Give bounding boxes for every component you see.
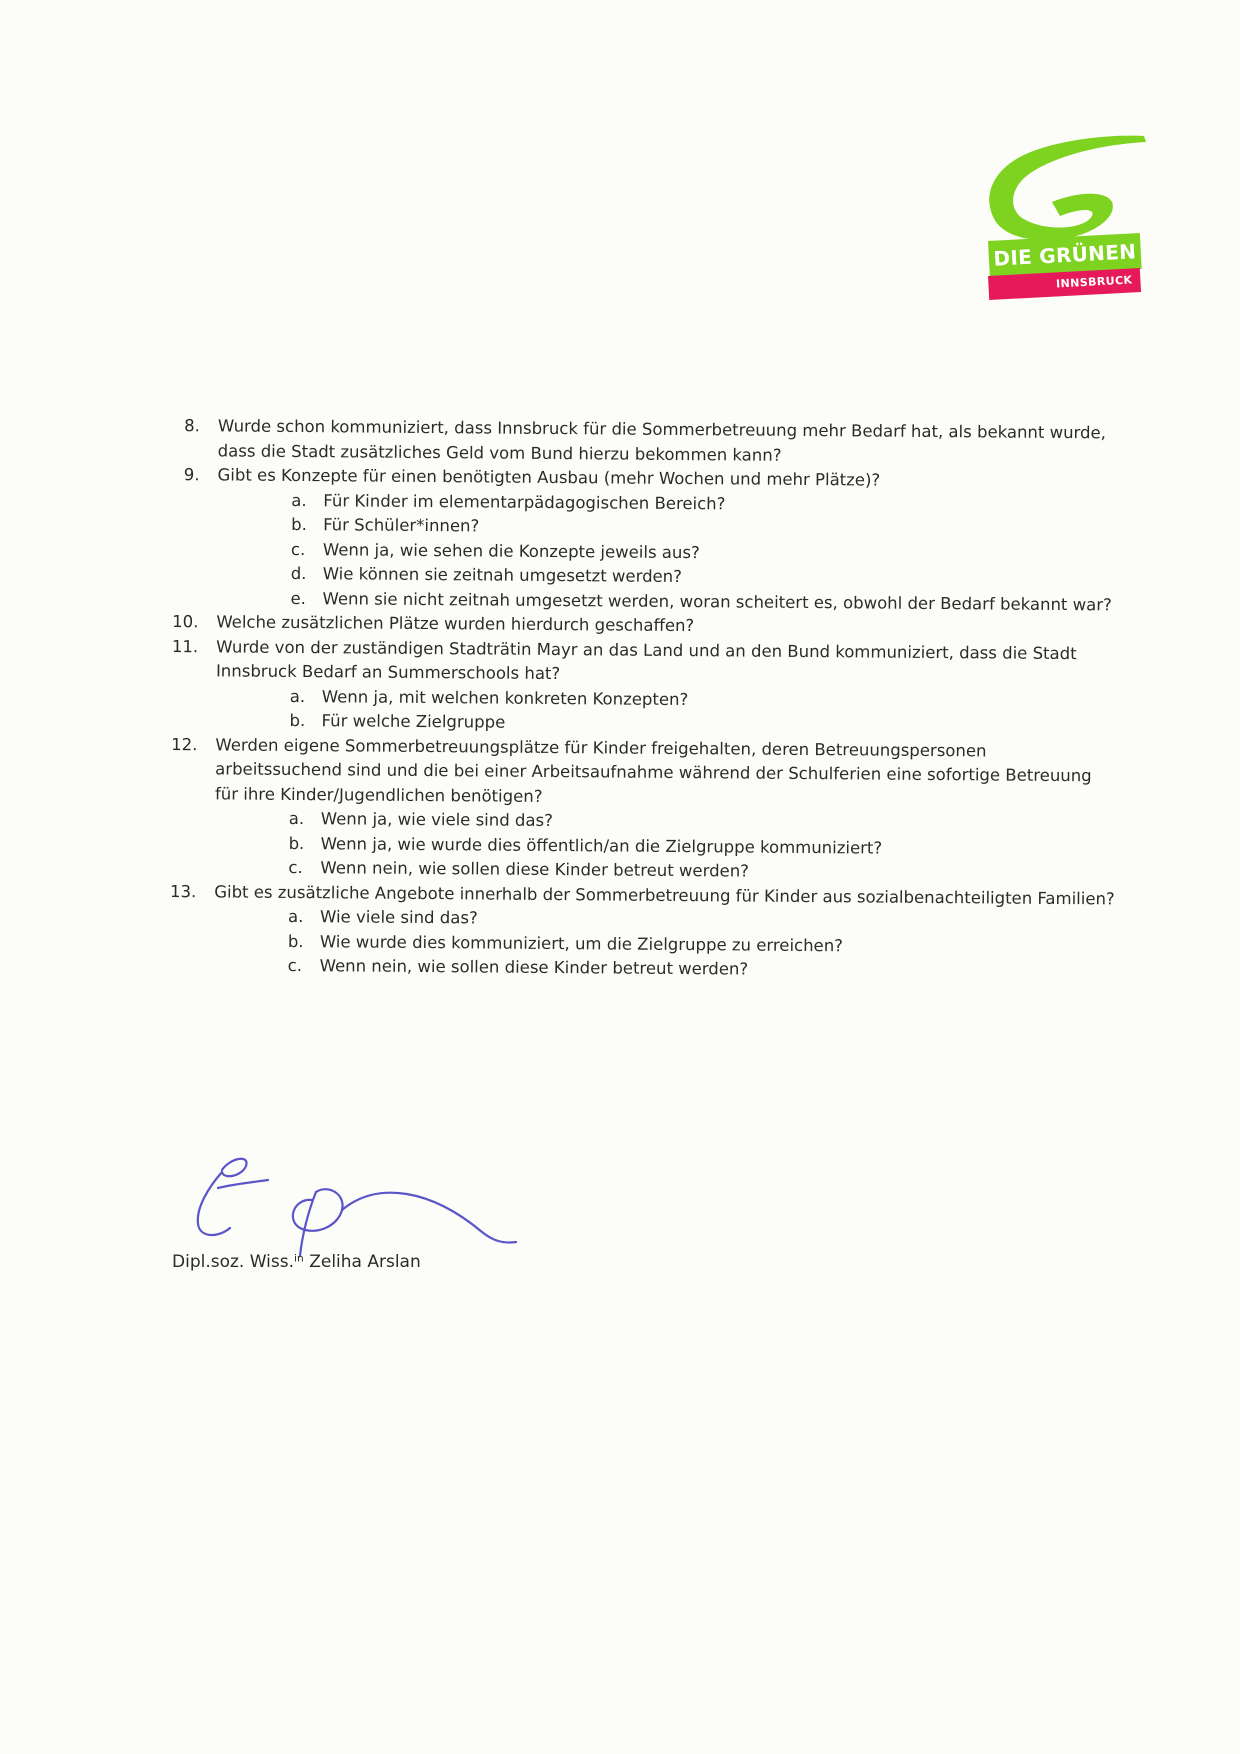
sub-question-text: Für Kinder im elementarpädagogischen Bereich? [323, 490, 726, 513]
sub-question-text: Für welche Zielgruppe [321, 711, 506, 732]
question-text: Gibt es Konzepte für einen benötigten Ausbau (mehr Wochen und mehr Plätze)? [217, 465, 881, 490]
question-number: 13. [169, 881, 197, 901]
sub-question-list [215, 684, 1117, 740]
sub-question-letter: a. [289, 686, 306, 706]
question-text: Welche zusätzlichen Plätze wurden hierdurch geschaffen? [216, 612, 695, 636]
sub-question-text: Wenn ja, wie viele sind das? [320, 809, 554, 831]
sub-question-letter: a. [288, 808, 305, 829]
logo-swoosh-icon [980, 128, 1148, 246]
question-number: 11. [171, 636, 199, 656]
sub-question-list [214, 904, 1117, 985]
sub-question-letter: b. [291, 514, 307, 535]
logo-city-name: INNSBRUCK [988, 268, 1141, 300]
sub-question-text: Wie viele sind das? [319, 907, 478, 928]
question-item [167, 634, 1118, 739]
sub-question-item [278, 954, 1116, 985]
sub-question-text: Wie wurde dies kommuniziert, um die Zielgruppe zu erreichen? [319, 931, 844, 955]
sub-question-letter: a. [291, 490, 307, 510]
question-list [166, 414, 1120, 985]
question-number: 10. [172, 612, 199, 632]
question-item [168, 463, 1119, 617]
sub-question-text: Wenn ja, wie wurde dies öffentlich/an die Zielgruppe kommuniziert? [320, 833, 883, 858]
handwritten-signature-icon [182, 1140, 522, 1260]
sub-question-text: Wenn sie nicht zeitnah umgesetzt werden, woran scheitert es, obwohl der Bedarf bekannt war? [322, 588, 1112, 614]
sub-question-text: Wenn nein, wie sollen diese Kinder betreut werden? [320, 858, 750, 881]
question-number: 8. [184, 416, 200, 436]
logo-party-name: DIE GRÜNEN [988, 233, 1142, 277]
sub-question-list [214, 806, 1117, 887]
sub-question-letter: b. [288, 833, 305, 853]
question-text: Gibt es zusätzliche Angebote innerhalb der Sommerbetreuung für Kinder aus sozialbenachteiligten Familien? [214, 881, 1115, 908]
question-text: Werden eigene Sommerbetreuungsplätze für Kinder freigehalten, deren Betreuungspersonen arbeitssuchend sind und die bei einer Arbeitsaufnahme während der Schulferien eine sofortige Betreuung für ihre Kinder/Jugendlichen benötigen? [214, 734, 1092, 806]
sub-question-letter: d. [290, 563, 307, 584]
party-logo [980, 128, 1148, 298]
sub-question-text: Wenn nein, wie sollen diese Kinder betreut werden? [319, 956, 749, 979]
signer-name: Dipl.soz. Wiss.ⁱⁿ Zeliha Arslan [172, 1252, 421, 1272]
question-text: Wurde von der zuständigen Stadträtin Mayr an das Land und an den Bund kommuniziert, dass die Stadt Innsbruck Bedarf an Summerschools hat? [215, 636, 1077, 684]
sub-question-text: Für Schüler*innen? [323, 515, 480, 536]
sub-question-letter: b. [289, 710, 306, 731]
question-number: 12. [171, 734, 198, 754]
question-item [170, 414, 1120, 470]
question-text: Wurde schon kommuniziert, dass Innsbruck für die Sommerbetreuung mehr Bedarf hat, als bekannt wurde, dass die Stadt zusätzliches Geld vom Bund hierzu bekommen kann? [217, 416, 1107, 465]
sub-question-text: Wenn ja, mit welchen konkreten Konzepten? [321, 686, 689, 709]
sub-question-text: Wie können sie zeitnah umgesetzt werden? [322, 564, 683, 587]
sub-question-letter: e. [290, 588, 307, 608]
sub-question-letter: b. [287, 931, 304, 951]
question-item [166, 732, 1117, 886]
sub-question-list [216, 488, 1119, 618]
sub-question-letter: c. [290, 539, 306, 559]
sub-question-text: Wenn ja, wie sehen die Konzepte jeweils aus? [322, 539, 700, 562]
signature-block [168, 1140, 548, 1280]
sub-question-letter: c. [288, 857, 303, 878]
question-number: 9. [183, 465, 200, 485]
sub-question-letter: a. [287, 906, 304, 927]
question-item [166, 879, 1117, 984]
sub-question-letter: c. [287, 955, 303, 976]
